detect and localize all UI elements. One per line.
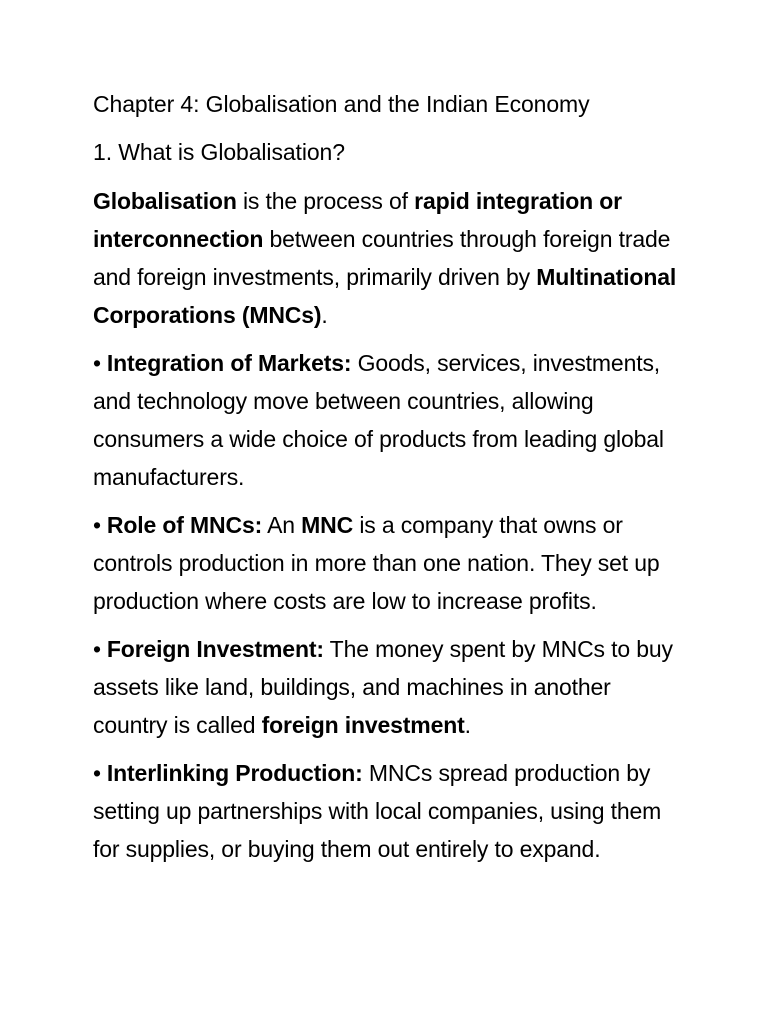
intro-text-1: is the process of <box>236 188 415 214</box>
bullet-text-post: . <box>464 712 471 738</box>
bullet-text: Goods, services, investments, and technology move between countries, allowing consumers a wide choice of products from leading global manufacturers. <box>93 350 664 490</box>
bullet-text: The money spent by MNCs to buy assets like land, buildings, and machines in another country is called <box>93 636 673 738</box>
bullet-label: Integration of Markets: <box>106 350 352 376</box>
bullet-foreign-investment <box>93 630 683 744</box>
term-mnc: MNC <box>301 512 354 538</box>
bullet-icon: • <box>93 636 101 662</box>
term-rapid-integration: rapid integration or interconnection <box>93 188 622 252</box>
chapter-title: Chapter 4: Globalisation and the Indian Economy <box>93 91 590 117</box>
bullet-label: Role of MNCs: <box>106 512 263 538</box>
bullet-label: Interlinking Production: <box>106 760 363 786</box>
bullet-icon: • <box>93 760 101 786</box>
bullet-text: is a company that owns or controls production in more than one nation. They set up production where costs are low to increase profits. <box>93 512 660 614</box>
bullet-role-of-mncs <box>93 506 683 620</box>
bullet-text-pre: An <box>262 512 302 538</box>
bullet-interlinking-production <box>93 754 683 868</box>
bullet-integration-of-markets <box>93 344 683 496</box>
document-page <box>93 86 683 878</box>
intro-text-3: . <box>321 302 328 328</box>
bullet-text: MNCs spread production by setting up partnerships with local companies, using them for supplies, or buying them out entirely to expand. <box>93 760 662 862</box>
term-foreign-investment: foreign investment <box>261 712 465 738</box>
term-globalisation: Globalisation <box>93 188 237 214</box>
term-mncs: Multinational Corporations (MNCs) <box>93 264 677 328</box>
bullet-icon: • <box>93 512 101 538</box>
bullet-icon: • <box>93 350 101 376</box>
question-heading: 1. What is Globalisation? <box>93 139 345 165</box>
bullet-label: Foreign Investment: <box>106 636 324 662</box>
intro-paragraph <box>93 182 683 334</box>
intro-text-2: between countries through foreign trade and foreign investments, primarily driven by <box>93 226 671 290</box>
